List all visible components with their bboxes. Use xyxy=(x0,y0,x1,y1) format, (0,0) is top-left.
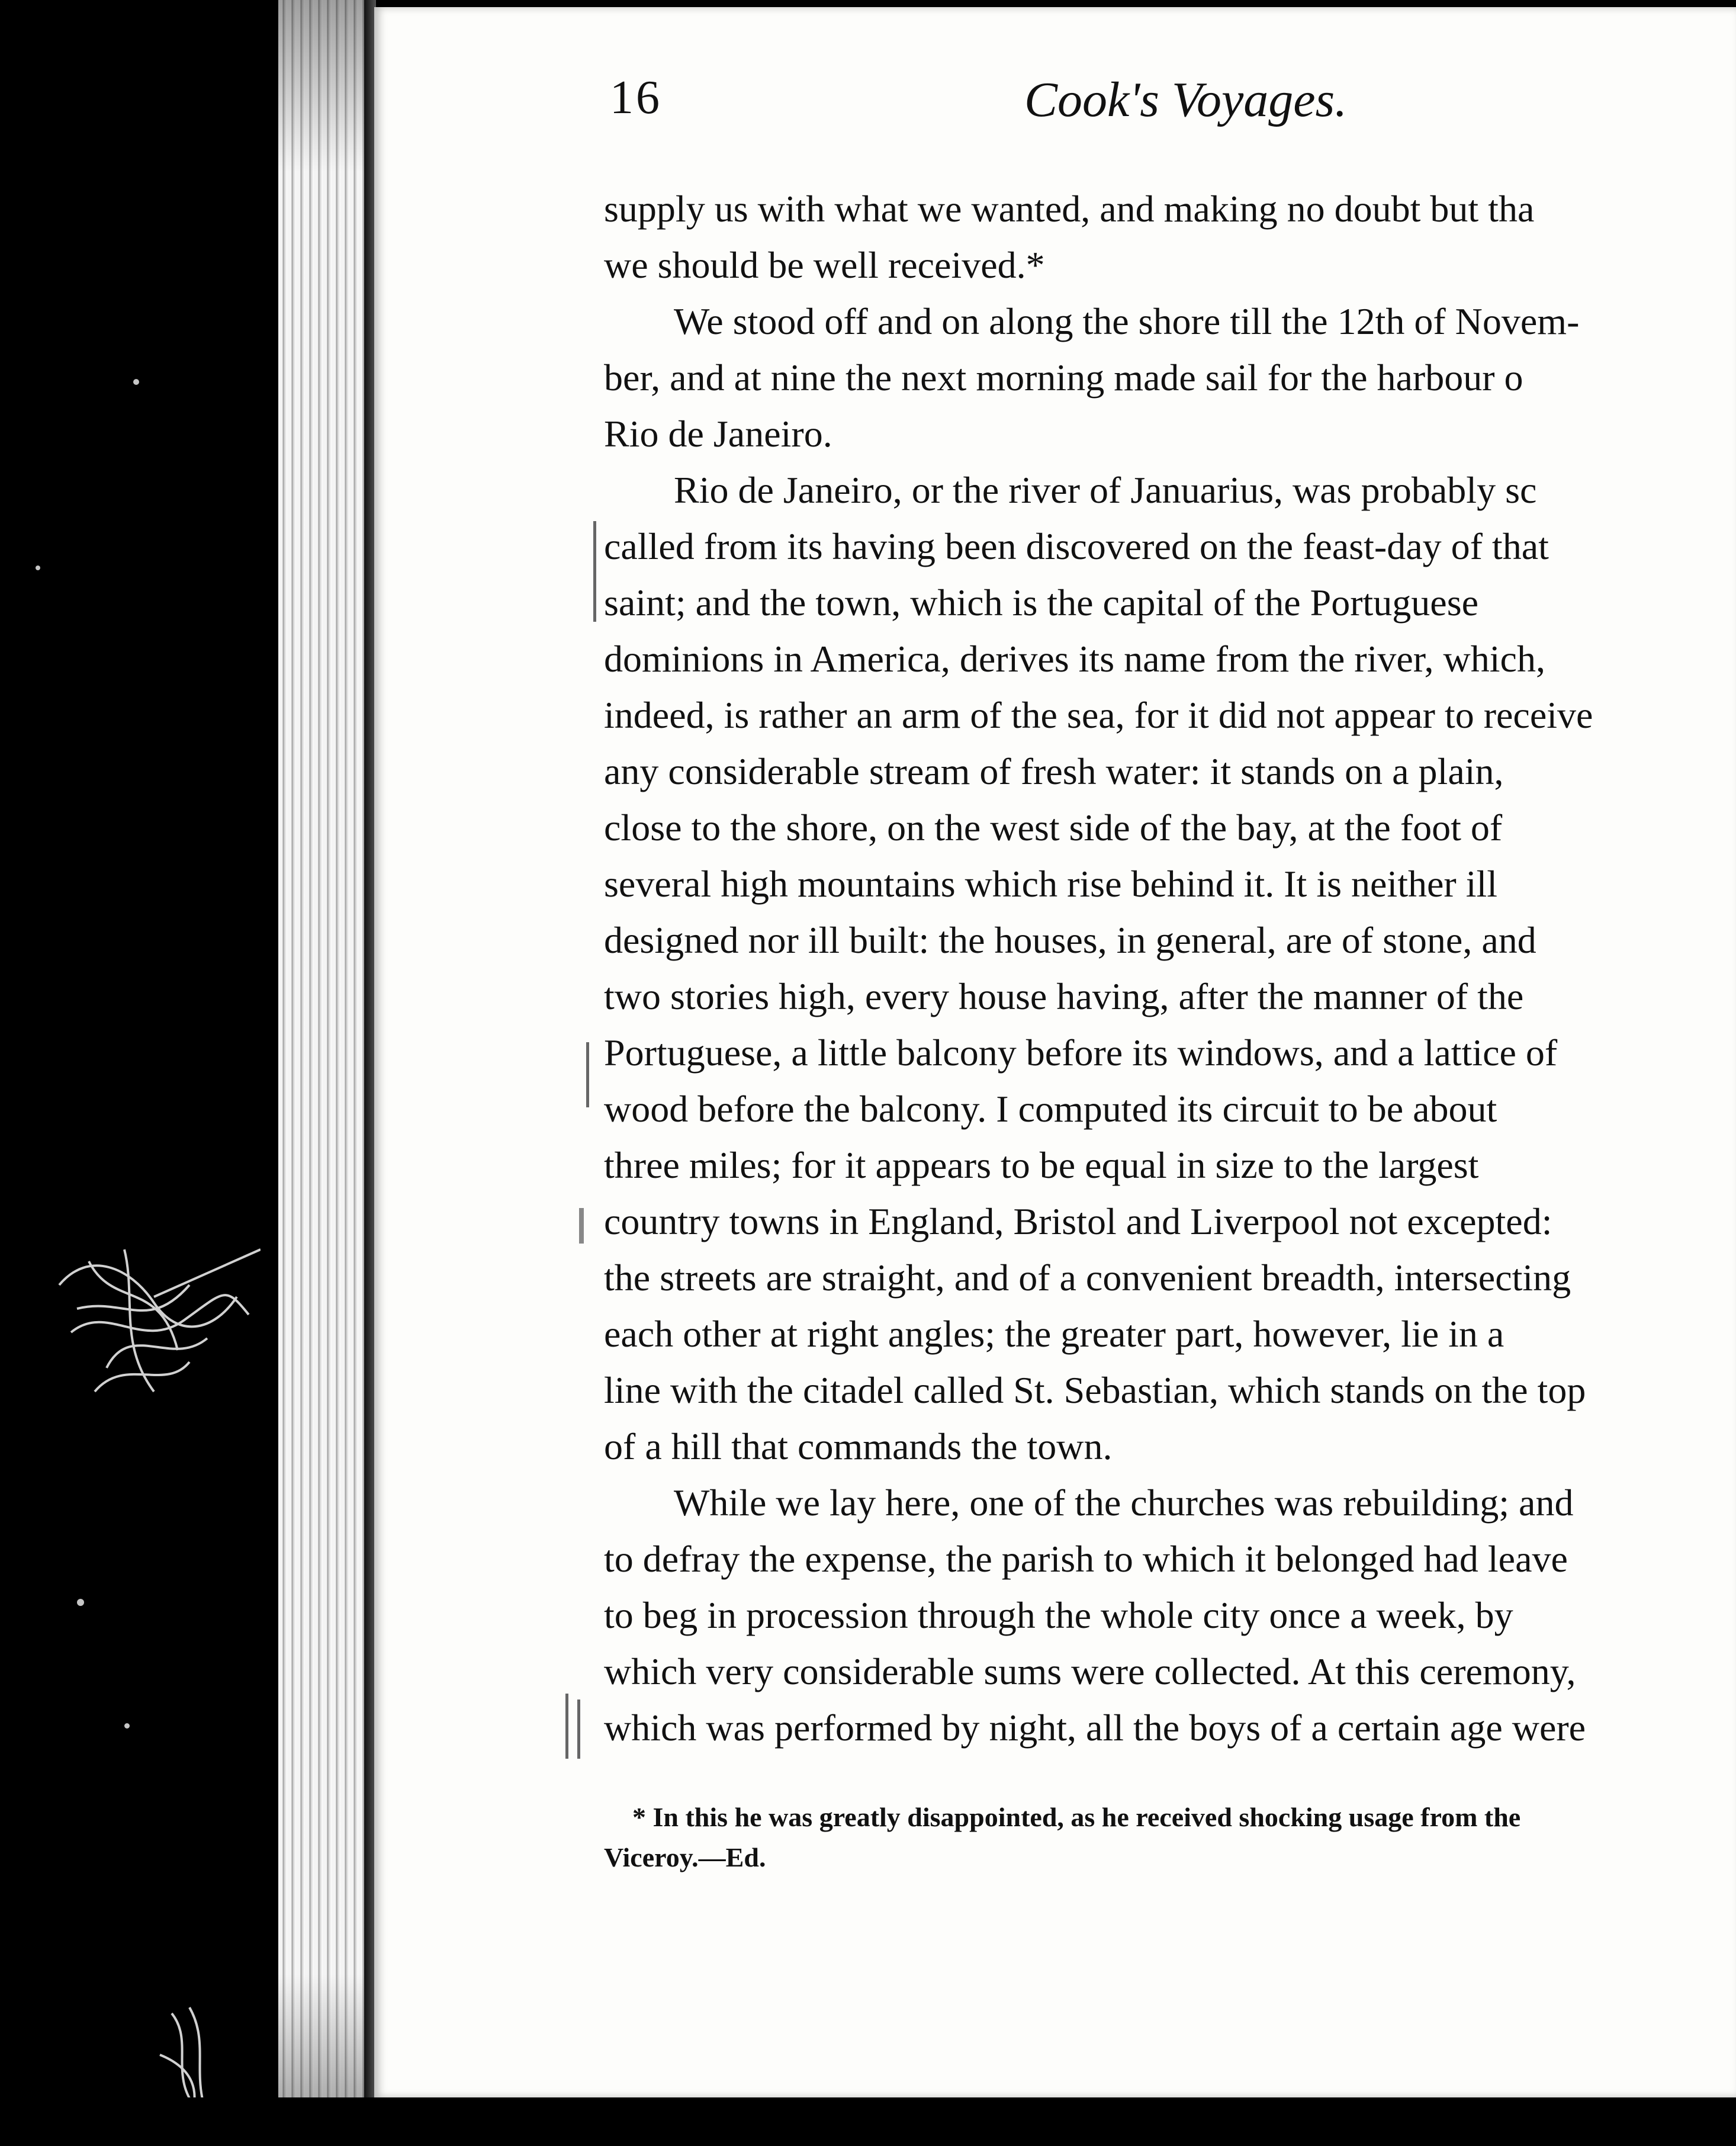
text-line: we should be well received.* xyxy=(604,244,1045,286)
pencil-margin-mark xyxy=(579,1208,584,1244)
page-header xyxy=(610,71,1735,136)
text-line: to defray the expense, the parish to which it belonged had leave xyxy=(604,1538,1568,1580)
pencil-margin-mark xyxy=(565,1694,568,1759)
text-line: several high mountains which rise behind it. It is neither ill xyxy=(604,863,1498,905)
text-line: close to the shore, on the west side of the bay, at the foot of xyxy=(604,807,1503,849)
page-number: 16 xyxy=(610,72,662,124)
text-line: Portuguese, a little balcony before its windows, and a lattice of xyxy=(604,1032,1558,1074)
text-line: designed nor ill built: the houses, in general, are of stone, and xyxy=(604,919,1536,961)
text-line: Rio de Janeiro. xyxy=(604,413,832,455)
text-line: dominions in America, derives its name from the river, which, xyxy=(604,638,1545,680)
pencil-margin-mark xyxy=(586,1042,589,1107)
footnote xyxy=(604,1797,1735,1878)
text-line: saint; and the town, which is the capital of the Portuguese xyxy=(604,582,1478,624)
background-speck xyxy=(36,566,40,570)
text-line: While we lay here, one of the churches was rebuilding; and xyxy=(674,1482,1574,1524)
text-line: wood before the balcony. I computed its circuit to be about xyxy=(604,1088,1497,1130)
running-head: Cook's Voyages. xyxy=(1024,72,1348,127)
text-line: indeed, is rather an arm of the sea, for it did not appear to receive xyxy=(604,694,1593,736)
text-line: to beg in procession through the whole city once a week, by xyxy=(604,1594,1513,1636)
background-speck xyxy=(124,1723,130,1729)
fiber-debris xyxy=(36,1214,261,1427)
background-speck xyxy=(133,379,139,385)
text-line: each other at right angles; the greater part, however, lie in a xyxy=(604,1313,1504,1355)
text-line: supply us with what we wanted, and making no doubt but tha xyxy=(604,188,1535,230)
text-line: Rio de Janeiro, or the river of Januarius, was probably sc xyxy=(674,469,1537,511)
text-line: line with the citadel called St. Sebastian, which stands on the top xyxy=(604,1369,1586,1411)
background-speck xyxy=(77,1599,84,1606)
pencil-margin-mark xyxy=(577,1700,580,1759)
book-page-edges xyxy=(278,0,373,2146)
text-line: two stories high, every house having, after the manner of the xyxy=(604,975,1524,1017)
text-line: the streets are straight, and of a convenient breadth, intersecting xyxy=(604,1257,1571,1299)
text-line: called from its having been discovered on the feast-day of that xyxy=(604,525,1549,567)
text-line: We stood off and on along the shore till the 12th of Novem- xyxy=(674,300,1580,342)
body-text xyxy=(604,181,1735,1756)
footnote-line: * In this he was greatly disappointed, as he received shocking usage from the xyxy=(632,1802,1521,1832)
text-line: of a hill that commands the town. xyxy=(604,1425,1113,1467)
text-line: which very considerable sums were collected. At this ceremony, xyxy=(604,1650,1576,1692)
text-line: ber, and at nine the next morning made sail for the harbour o xyxy=(604,356,1523,399)
text-line: which was performed by night, all the boys of a certain age were xyxy=(604,1707,1586,1749)
bottom-border xyxy=(0,2097,1736,2146)
pencil-margin-mark xyxy=(593,521,596,622)
text-line: country towns in England, Bristol and Liverpool not excepted: xyxy=(604,1200,1552,1242)
footnote-line: Viceroy.—Ed. xyxy=(604,1842,766,1872)
text-line: any considerable stream of fresh water: it stands on a plain, xyxy=(604,750,1504,792)
text-line: three miles; for it appears to be equal in size to the largest xyxy=(604,1144,1479,1186)
